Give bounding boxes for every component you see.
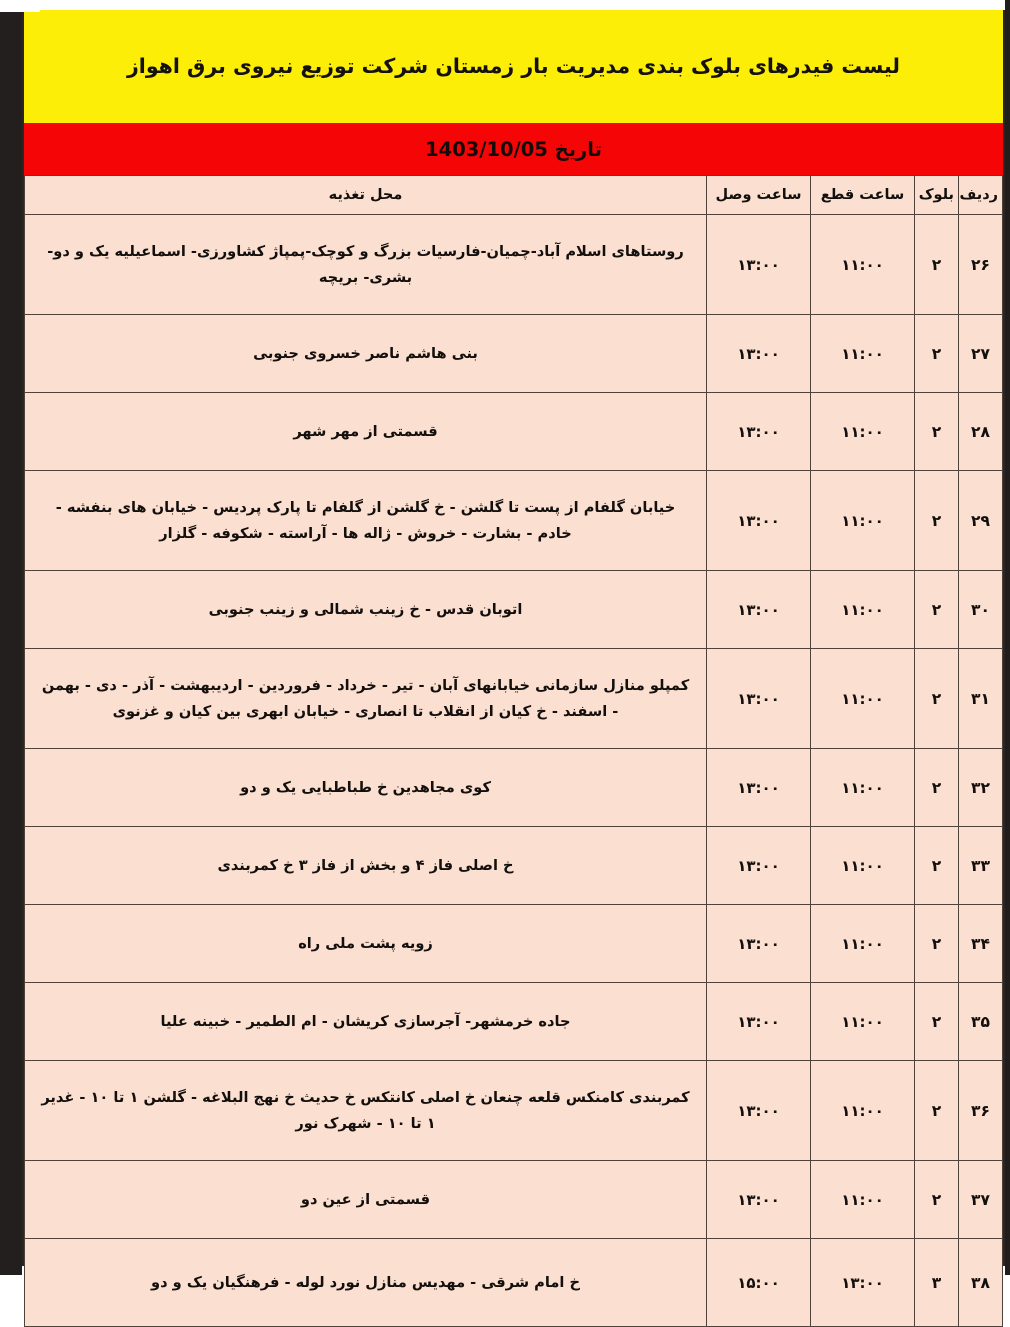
table-row [25, 983, 1003, 1061]
cell-cut-time: ۱۱:۰۰ [811, 571, 915, 649]
schedule-sheet [22, 10, 1005, 1292]
table-row [25, 1161, 1003, 1239]
table-row [25, 827, 1003, 905]
cell-location: کمربندی کامنکس قلعه چنعان خ اصلی کانتکس خ حدیث خ نهج البلاغه - گلشن ۱ تا ۱۰ - غدیر ۱ تا ۱۰ - شهرک نور [25, 1061, 707, 1161]
cell-blok: ۲ [915, 315, 959, 393]
table-row [25, 1061, 1003, 1161]
cell-connect-time: ۱۳:۰۰ [707, 571, 811, 649]
cell-location: قسمتی از عین دو [25, 1161, 707, 1239]
cell-radif: ۳۳ [959, 827, 1003, 905]
cell-location: جاده خرمشهر- آجرسازی کریشان - ام الطمیر - خبینه علیا [25, 983, 707, 1061]
table-row [25, 571, 1003, 649]
cell-radif: ۳۱ [959, 649, 1003, 749]
cell-blok: ۲ [915, 393, 959, 471]
table-header [25, 176, 1003, 215]
cell-cut-time: ۱۱:۰۰ [811, 749, 915, 827]
cell-connect-time: ۱۳:۰۰ [707, 749, 811, 827]
cell-radif: ۳۷ [959, 1161, 1003, 1239]
table-row [25, 315, 1003, 393]
cell-blok: ۲ [915, 983, 959, 1061]
table-row [25, 1239, 1003, 1327]
column-header-blok: بلوک [915, 176, 959, 215]
cell-connect-time: ۱۳:۰۰ [707, 649, 811, 749]
cell-radif: ۲۸ [959, 393, 1003, 471]
cell-radif: ۳۸ [959, 1239, 1003, 1327]
cell-connect-time: ۱۳:۰۰ [707, 1161, 811, 1239]
cell-cut-time: ۱۱:۰۰ [811, 827, 915, 905]
scan-corner-nick [0, 0, 40, 12]
cell-connect-time: ۱۳:۰۰ [707, 827, 811, 905]
cell-blok: ۳ [915, 1239, 959, 1327]
cell-blok: ۲ [915, 649, 959, 749]
cell-cut-time: ۱۱:۰۰ [811, 1161, 915, 1239]
page-title: لیست فیدرهای بلوک بندی مدیریت بار زمستان شرکت توزیع نیروی برق اهواز [127, 53, 901, 78]
cell-connect-time: ۱۳:۰۰ [707, 315, 811, 393]
cell-cut-time: ۱۱:۰۰ [811, 1061, 915, 1161]
column-header-connect-time: ساعت وصل [707, 176, 811, 215]
cell-radif: ۳۵ [959, 983, 1003, 1061]
cell-blok: ۲ [915, 571, 959, 649]
table-row [25, 471, 1003, 571]
date-label: تاریخ 1403/10/05 [425, 137, 602, 161]
cell-location: زویه پشت ملی راه [25, 905, 707, 983]
cell-cut-time: ۱۱:۰۰ [811, 393, 915, 471]
cell-location: خ اصلی فاز ۴ و بخش از فاز ۳ خ کمربندی [25, 827, 707, 905]
cell-radif: ۳۴ [959, 905, 1003, 983]
cell-connect-time: ۱۳:۰۰ [707, 983, 811, 1061]
cell-connect-time: ۱۳:۰۰ [707, 393, 811, 471]
cell-location: خیابان گلفام از پست تا گلشن - خ گلشن از گلفام تا پارک پردیس - خیابان های بنفشه - خادم - بشارت - خروش - ژاله ها - آراسته - شکوفه - گلزار [25, 471, 707, 571]
cell-cut-time: ۱۱:۰۰ [811, 315, 915, 393]
table-row [25, 215, 1003, 315]
cell-location: کمپلو منازل سازمانی خیابانهای آبان - تیر - خرداد - فروردین - اردیبهشت - آذر - دی - بهمن - اسفند - خ کیان از انقلاب تا انصاری - خیابان ابهری بین کیان و غزنوی [25, 649, 707, 749]
scan-right-edge-strip [1005, 0, 1010, 1275]
column-header-location: محل تغذیه [25, 176, 707, 215]
table-row [25, 749, 1003, 827]
cell-radif: ۲۹ [959, 471, 1003, 571]
cell-cut-time: ۱۱:۰۰ [811, 983, 915, 1061]
header-row [25, 176, 1003, 215]
table-row [25, 393, 1003, 471]
cell-connect-time: ۱۵:۰۰ [707, 1239, 811, 1327]
cell-blok: ۲ [915, 471, 959, 571]
banner-title [24, 10, 1003, 123]
cell-location: روستاهای اسلام آباد-چمیان-فارسیات بزرگ و کوچک-پمپاژ کشاورزی- اسماعیلیه یک و دو- بشری- بریچه [25, 215, 707, 315]
cell-blok: ۲ [915, 905, 959, 983]
cell-blok: ۲ [915, 215, 959, 315]
column-header-cut-time: ساعت قطع [811, 176, 915, 215]
table-row [25, 649, 1003, 749]
cell-location: کوی مجاهدین خ طباطبایی یک و دو [25, 749, 707, 827]
cell-cut-time: ۱۱:۰۰ [811, 471, 915, 571]
table-body [25, 215, 1003, 1327]
cell-radif: ۳۰ [959, 571, 1003, 649]
cell-radif: ۲۷ [959, 315, 1003, 393]
column-header-radif: ردیف [959, 176, 1003, 215]
cell-cut-time: ۱۱:۰۰ [811, 905, 915, 983]
cell-blok: ۲ [915, 1161, 959, 1239]
cell-location: اتوبان قدس - خ زینب شمالی و زینب جنوبی [25, 571, 707, 649]
cell-radif: ۳۲ [959, 749, 1003, 827]
cell-blok: ۲ [915, 1061, 959, 1161]
cell-cut-time: ۱۱:۰۰ [811, 649, 915, 749]
cell-location: بنی هاشم ناصر خسروی جنوبی [25, 315, 707, 393]
banner-date [24, 123, 1003, 175]
cell-connect-time: ۱۳:۰۰ [707, 215, 811, 315]
table-row [25, 905, 1003, 983]
cell-radif: ۳۶ [959, 1061, 1003, 1161]
cell-location: خ امام شرقی - مهدیس منازل نورد لوله - فرهنگیان یک و دو [25, 1239, 707, 1327]
cell-radif: ۲۶ [959, 215, 1003, 315]
cell-cut-time: ۱۱:۰۰ [811, 215, 915, 315]
cell-connect-time: ۱۳:۰۰ [707, 471, 811, 571]
cell-cut-time: ۱۳:۰۰ [811, 1239, 915, 1327]
cell-blok: ۲ [915, 827, 959, 905]
outage-schedule-table [24, 175, 1003, 1327]
scan-left-edge-strip [0, 0, 22, 1275]
cell-location: قسمتی از مهر شهر [25, 393, 707, 471]
cell-connect-time: ۱۳:۰۰ [707, 1061, 811, 1161]
cell-blok: ۲ [915, 749, 959, 827]
cell-connect-time: ۱۳:۰۰ [707, 905, 811, 983]
